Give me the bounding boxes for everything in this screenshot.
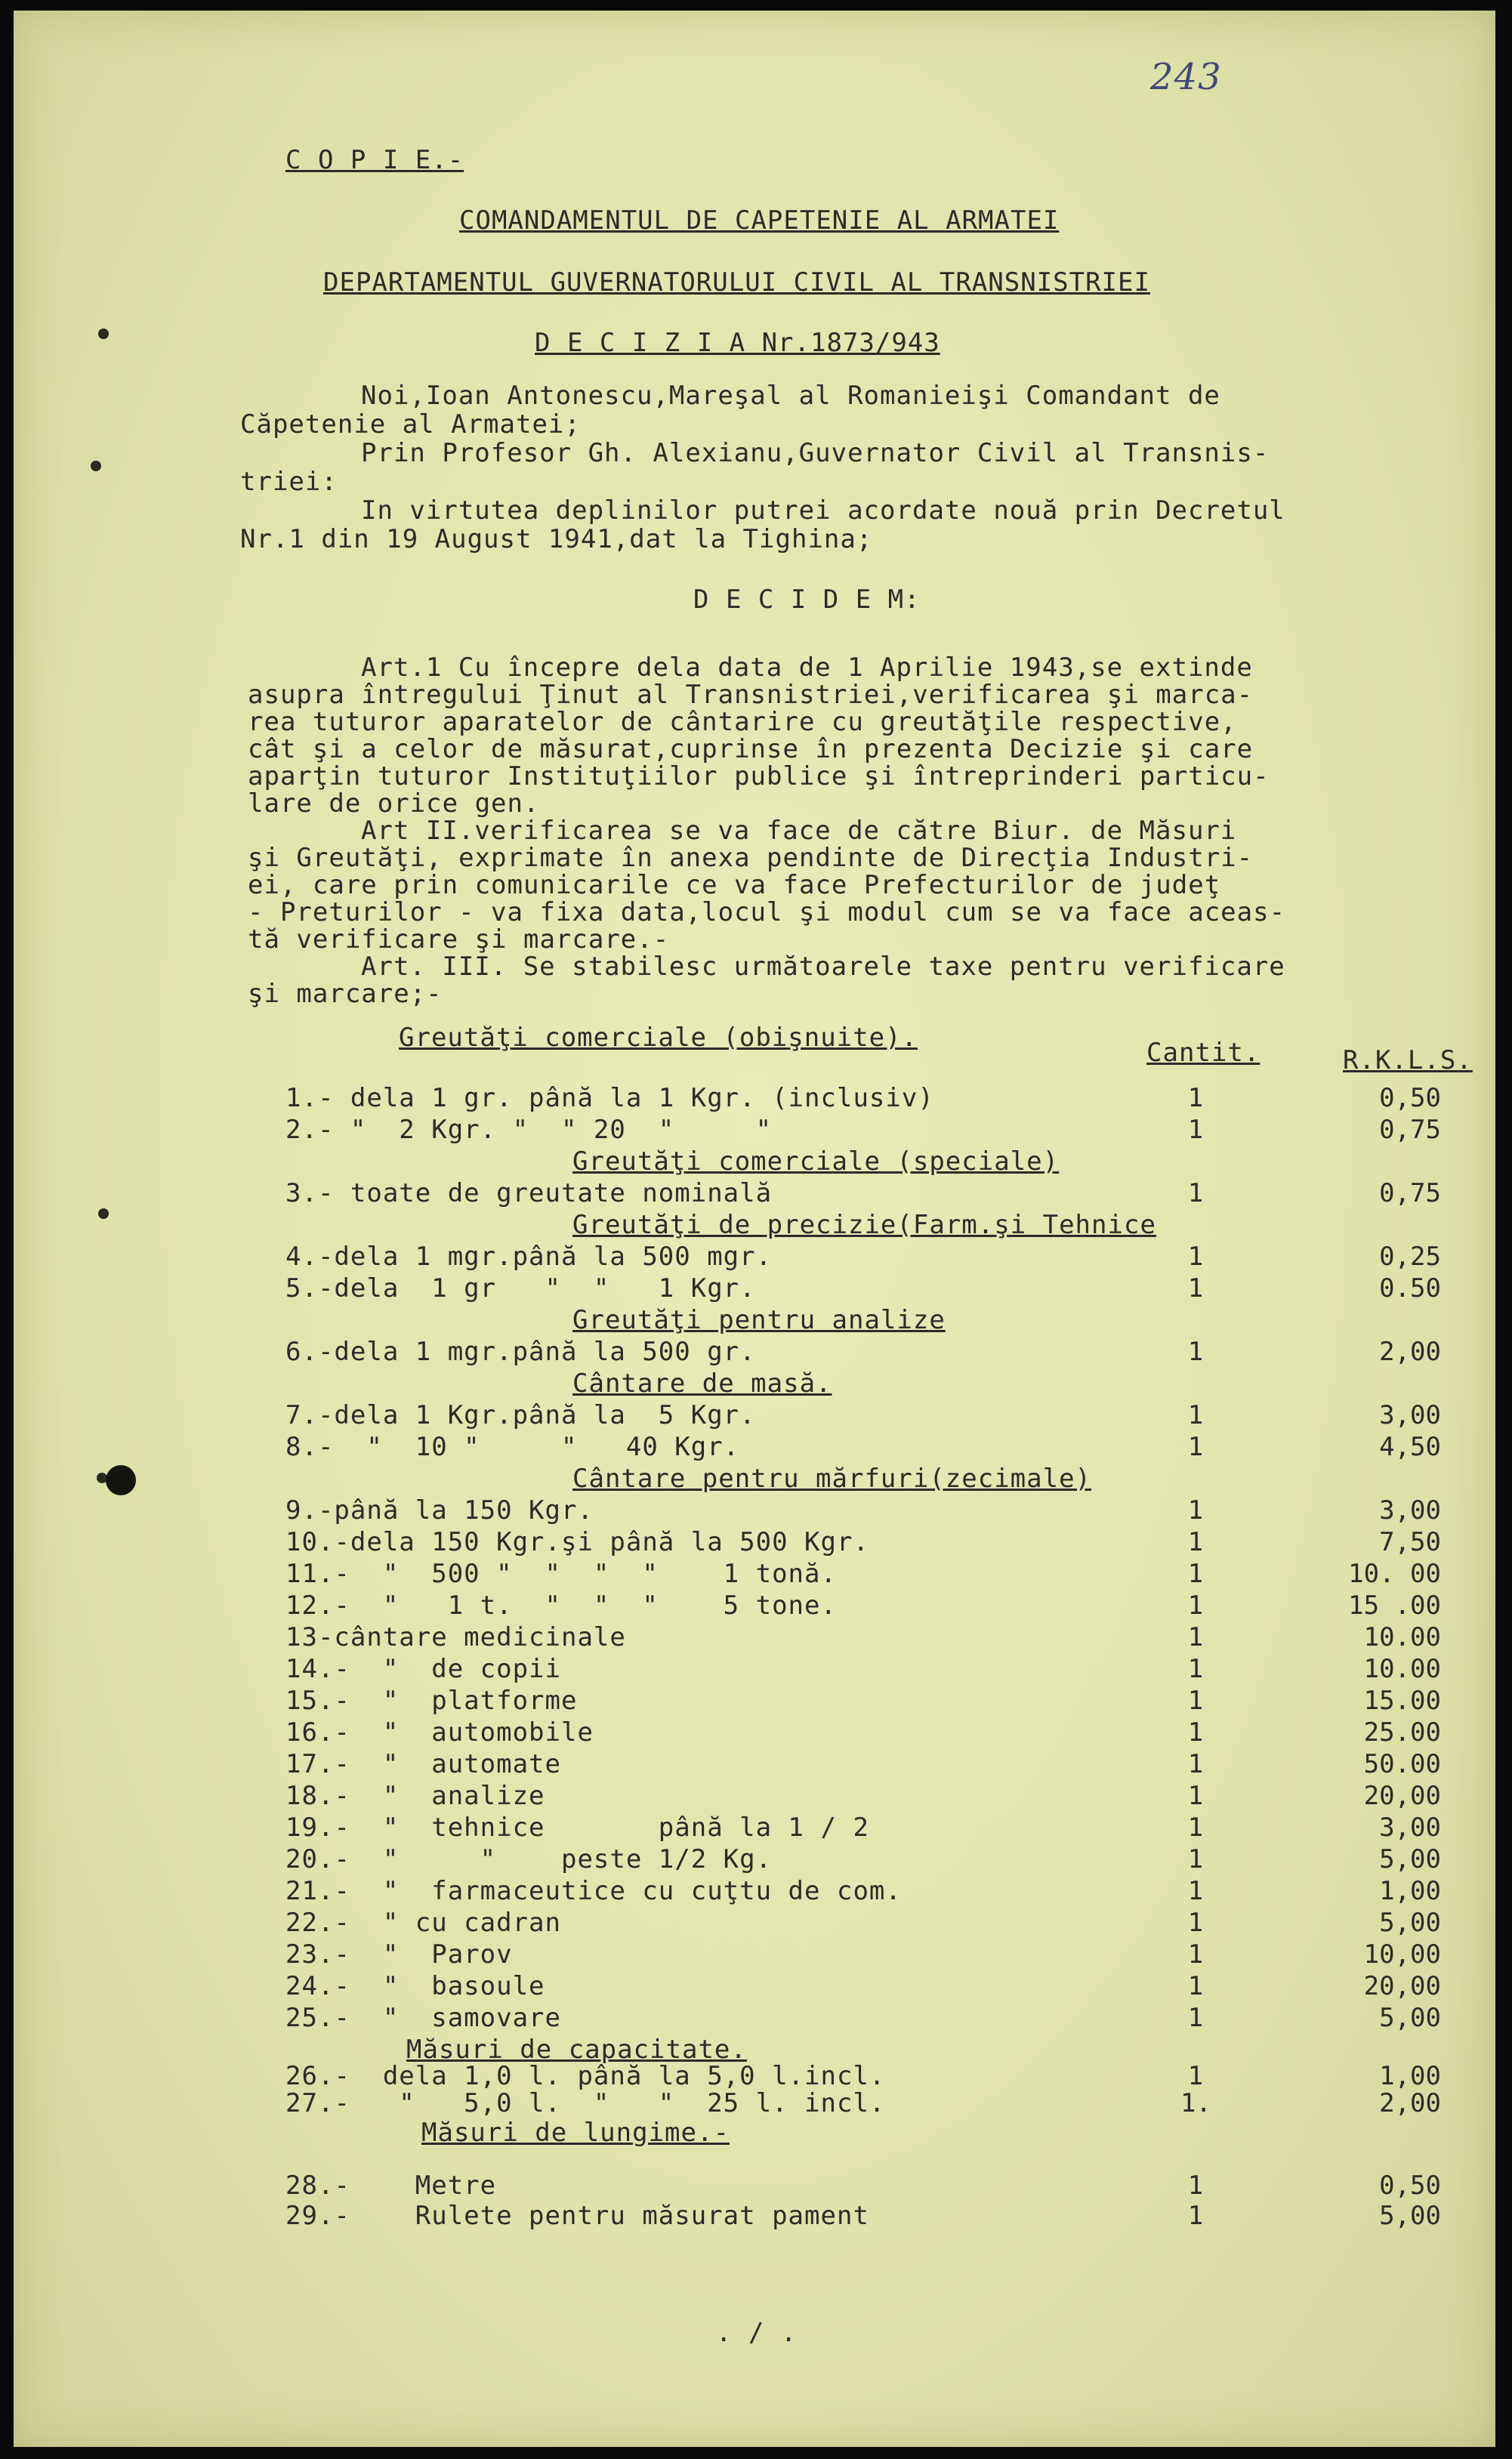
article-line: tă verificare şi marcare.- xyxy=(248,924,670,955)
row-tax-value: 0,75 xyxy=(1379,1115,1441,1145)
row-tax-value: 15.00 xyxy=(1363,1686,1441,1716)
table-row-label: 8.- " 10 " " 40 Kgr. xyxy=(285,1432,740,1462)
row-quantity: 1 xyxy=(1187,2061,1204,2091)
row-quantity: 1 xyxy=(1187,1432,1204,1462)
row-quantity: 1 xyxy=(1187,1939,1204,1970)
row-quantity: 1 xyxy=(1187,2003,1204,2033)
table-row-label: 12.- " 1 t. " " " 5 tone. xyxy=(285,1590,837,1621)
article-line: şi marcare;- xyxy=(248,979,443,1009)
column-rkls: R.K.L.S. xyxy=(1343,1045,1473,1075)
table-row-label: 24.- " basoule xyxy=(285,1971,545,2001)
table-row-label: 18.- " analize xyxy=(285,1781,545,1811)
table-row-label: 13-cântare medicinale xyxy=(285,1622,626,1652)
row-tax-value: 10.00 xyxy=(1363,1622,1441,1652)
document-sheet xyxy=(14,11,1495,2447)
table-row-label: 5.-dela 1 gr " " 1 Kgr. xyxy=(285,1273,756,1304)
capacity-title: Măsuri de capacitate. xyxy=(406,2035,747,2065)
article-line: asupra întregului Ţinut al Transnistriei,verificarea şi marca- xyxy=(248,680,1254,710)
punch-hole xyxy=(98,329,109,339)
row-quantity: 1 xyxy=(1187,1337,1204,1367)
table-row-label: 4.-dela 1 mgr.până la 500 mgr. xyxy=(285,1242,773,1272)
table-title: Greutăţi comerciale (obişnuite). xyxy=(399,1023,918,1053)
table-row-label: 27.- " 5,0 l. " " 25 l. incl. xyxy=(285,2088,886,2118)
row-tax-value: 10.00 xyxy=(1363,1654,1441,1684)
row-tax-value: 5,00 xyxy=(1379,2201,1441,2231)
row-quantity: 1 xyxy=(1187,1686,1204,1716)
row-tax-value: 3,00 xyxy=(1379,1813,1441,1843)
row-tax-value: 0,50 xyxy=(1379,1083,1441,1113)
table-subheading: Greutăţi de precizie(Farm.şi Tehnice xyxy=(572,1210,1156,1240)
row-quantity: 1 xyxy=(1187,1971,1204,2001)
copie-label: C O P I E.- xyxy=(285,145,464,175)
row-tax-value: 5,00 xyxy=(1379,1908,1441,1938)
row-tax-value: 7,50 xyxy=(1379,1527,1441,1557)
preamble-line: In virtutea deplinilor putrei acordate nouă prin Decretul xyxy=(361,495,1285,526)
table-row-label: 9.-până la 150 Kgr. xyxy=(285,1495,594,1526)
table-row-label: 17.- " automate xyxy=(285,1749,561,1779)
punch-hole xyxy=(98,1208,109,1219)
header-line-2: DEPARTAMENTUL GUVERNATORULUI CIVIL AL TRANSNISTRIEI xyxy=(323,267,1150,298)
table-row-label: 1.- dela 1 gr. până la 1 Kgr. (inclusiv) xyxy=(285,1083,934,1113)
row-quantity: 1 xyxy=(1187,1590,1204,1621)
article-line: Art II.verificarea se va face de către Biur. de Măsuri xyxy=(361,816,1237,846)
table-row-label: 16.- " automobile xyxy=(285,1717,594,1748)
row-quantity: 1 xyxy=(1187,1813,1204,1843)
row-tax-value: 4,50 xyxy=(1379,1432,1441,1462)
row-quantity: 1 xyxy=(1187,1876,1204,1906)
row-quantity: 1. xyxy=(1180,2088,1211,2118)
row-tax-value: 2,00 xyxy=(1379,2088,1441,2118)
row-tax-value: 15 .00 xyxy=(1348,1590,1441,1621)
table-row-label: 22.- " cu cadran xyxy=(285,1908,561,1938)
row-quantity: 1 xyxy=(1187,1844,1204,1874)
row-tax-value: 5,00 xyxy=(1379,1844,1441,1874)
column-cantit: Cantit. xyxy=(1146,1038,1261,1068)
article-line: - Preturilor - va fixa data,locul şi modul cum se va face aceas- xyxy=(248,897,1286,927)
table-row-label: 3.- toate de greutate nominală xyxy=(285,1178,773,1208)
row-tax-value: 0.50 xyxy=(1379,1273,1441,1304)
table-row-label: 15.- " platforme xyxy=(285,1686,578,1716)
table-row-label: 26.- dela 1,0 l. până la 5,0 l.incl. xyxy=(285,2061,886,2091)
article-line: ei, care prin comunicarile ce va face Prefecturilor de judeţ xyxy=(248,870,1221,900)
row-quantity: 1 xyxy=(1187,1717,1204,1748)
row-tax-value: 3,00 xyxy=(1379,1400,1441,1430)
header-line-1: COMANDAMENTUL DE CAPETENIE AL ARMATEI xyxy=(459,205,1060,236)
preamble-line: Noi,Ioan Antonescu,Mareşal al Romanieişi Comandant de xyxy=(361,381,1220,411)
article-line: Art. III. Se stabilesc următoarele taxe pentru verificare xyxy=(361,952,1285,982)
table-row-label: 29.- Rulete pentru măsurat pament xyxy=(285,2201,869,2231)
preamble-line: Nr.1 din 19 August 1941,dat la Tighina; xyxy=(240,524,873,554)
row-quantity: 1 xyxy=(1187,1178,1204,1208)
row-tax-value: 10. 00 xyxy=(1348,1559,1441,1589)
table-row-label: 23.- " Parov xyxy=(285,1939,513,1970)
preamble-line: Prin Profesor Gh. Alexianu,Guvernator Civil al Transnis- xyxy=(361,438,1270,468)
table-row-label: 11.- " 500 " " " " 1 tonă. xyxy=(285,1559,837,1589)
table-row-label: 20.- " " peste 1/2 Kg. xyxy=(285,1844,773,1874)
row-tax-value: 3,00 xyxy=(1379,1495,1441,1526)
row-tax-value: 0,50 xyxy=(1379,2171,1441,2201)
page-number: 243 xyxy=(1150,56,1222,98)
row-quantity: 1 xyxy=(1187,1749,1204,1779)
row-tax-value: 20,00 xyxy=(1363,1971,1441,2001)
row-tax-value: 25.00 xyxy=(1363,1717,1441,1748)
row-quantity: 1 xyxy=(1187,1115,1204,1145)
row-quantity: 1 xyxy=(1187,1242,1204,1272)
table-row-label: 28.- Metre xyxy=(285,2171,497,2201)
article-line: cât şi a celor de măsurat,cuprinse în prezenta Decizie şi care xyxy=(248,734,1254,764)
table-row-label: 14.- " de copii xyxy=(285,1654,561,1684)
row-tax-value: 1,00 xyxy=(1379,1876,1441,1906)
row-tax-value: 1,00 xyxy=(1379,2061,1441,2091)
table-row-label: 6.-dela 1 mgr.până la 500 gr. xyxy=(285,1337,756,1367)
article-line: şi Greutăţi, exprimate în anexa pendinte de Direcţia Industri- xyxy=(248,843,1254,873)
row-tax-value: 10,00 xyxy=(1363,1939,1441,1970)
row-quantity: 1 xyxy=(1187,1495,1204,1526)
row-tax-value: 0,75 xyxy=(1379,1178,1441,1208)
table-subheading: Greutăţi comerciale (speciale) xyxy=(572,1146,1060,1177)
row-quantity: 1 xyxy=(1187,2171,1204,2201)
row-quantity: 1 xyxy=(1187,1908,1204,1938)
row-quantity: 1 xyxy=(1187,1083,1204,1113)
row-quantity: 1 xyxy=(1187,1273,1204,1304)
row-tax-value: 5,00 xyxy=(1379,2003,1441,2033)
row-tax-value: 50.00 xyxy=(1363,1749,1441,1779)
row-tax-value: 2,00 xyxy=(1379,1337,1441,1367)
punch-hole xyxy=(106,1465,136,1495)
table-row-label: 19.- " tehnice până la 1 / 2 xyxy=(285,1813,869,1843)
table-row-label: 21.- " farmaceutice cu cuţtu de com. xyxy=(285,1876,902,1906)
table-subheading: Cântare de masă. xyxy=(572,1368,832,1399)
table-row-label: 10.-dela 150 Kgr.şi până la 500 Kgr. xyxy=(285,1527,869,1557)
article-line: Art.1 Cu începre dela data de 1 Aprilie 1943,se extinde xyxy=(361,653,1253,683)
row-quantity: 1 xyxy=(1187,1654,1204,1684)
table-subheading: Cântare pentru mărfuri(zecimale) xyxy=(572,1464,1092,1494)
preamble-line: triei: xyxy=(240,467,338,497)
row-quantity: 1 xyxy=(1187,1781,1204,1811)
row-tax-value: 20,00 xyxy=(1363,1781,1441,1811)
article-line: lare de orice gen. xyxy=(248,788,540,819)
table-row-label: 25.- " samovare xyxy=(285,2003,561,2033)
row-quantity: 1 xyxy=(1187,1527,1204,1557)
punch-hole xyxy=(91,461,101,471)
row-quantity: 1 xyxy=(1187,1622,1204,1652)
table-row-label: 7.-dela 1 Kgr.până la 5 Kgr. xyxy=(285,1400,756,1430)
length-title: Măsuri de lungime.- xyxy=(421,2118,730,2148)
footer-mark: . / . xyxy=(716,2318,798,2348)
decidem-heading: D E C I D E M: xyxy=(693,585,921,615)
table-row-label: 2.- " 2 Kgr. " " 20 " " xyxy=(285,1115,773,1145)
preamble-line: Căpetenie al Armatei; xyxy=(240,409,581,440)
table-subheading: Greutăţi pentru analize xyxy=(572,1305,946,1335)
article-line: rea tuturor aparatelor de cântarire cu greutăţile respective, xyxy=(248,707,1237,737)
decision-number: D E C I Z I A Nr.1873/943 xyxy=(535,328,940,358)
article-line: aparţin tuturor Instituţiilor publice şi întreprinderi particu- xyxy=(248,761,1270,791)
row-quantity: 1 xyxy=(1187,2201,1204,2231)
row-quantity: 1 xyxy=(1187,1400,1204,1430)
row-quantity: 1 xyxy=(1187,1559,1204,1589)
row-tax-value: 0,25 xyxy=(1379,1242,1441,1272)
